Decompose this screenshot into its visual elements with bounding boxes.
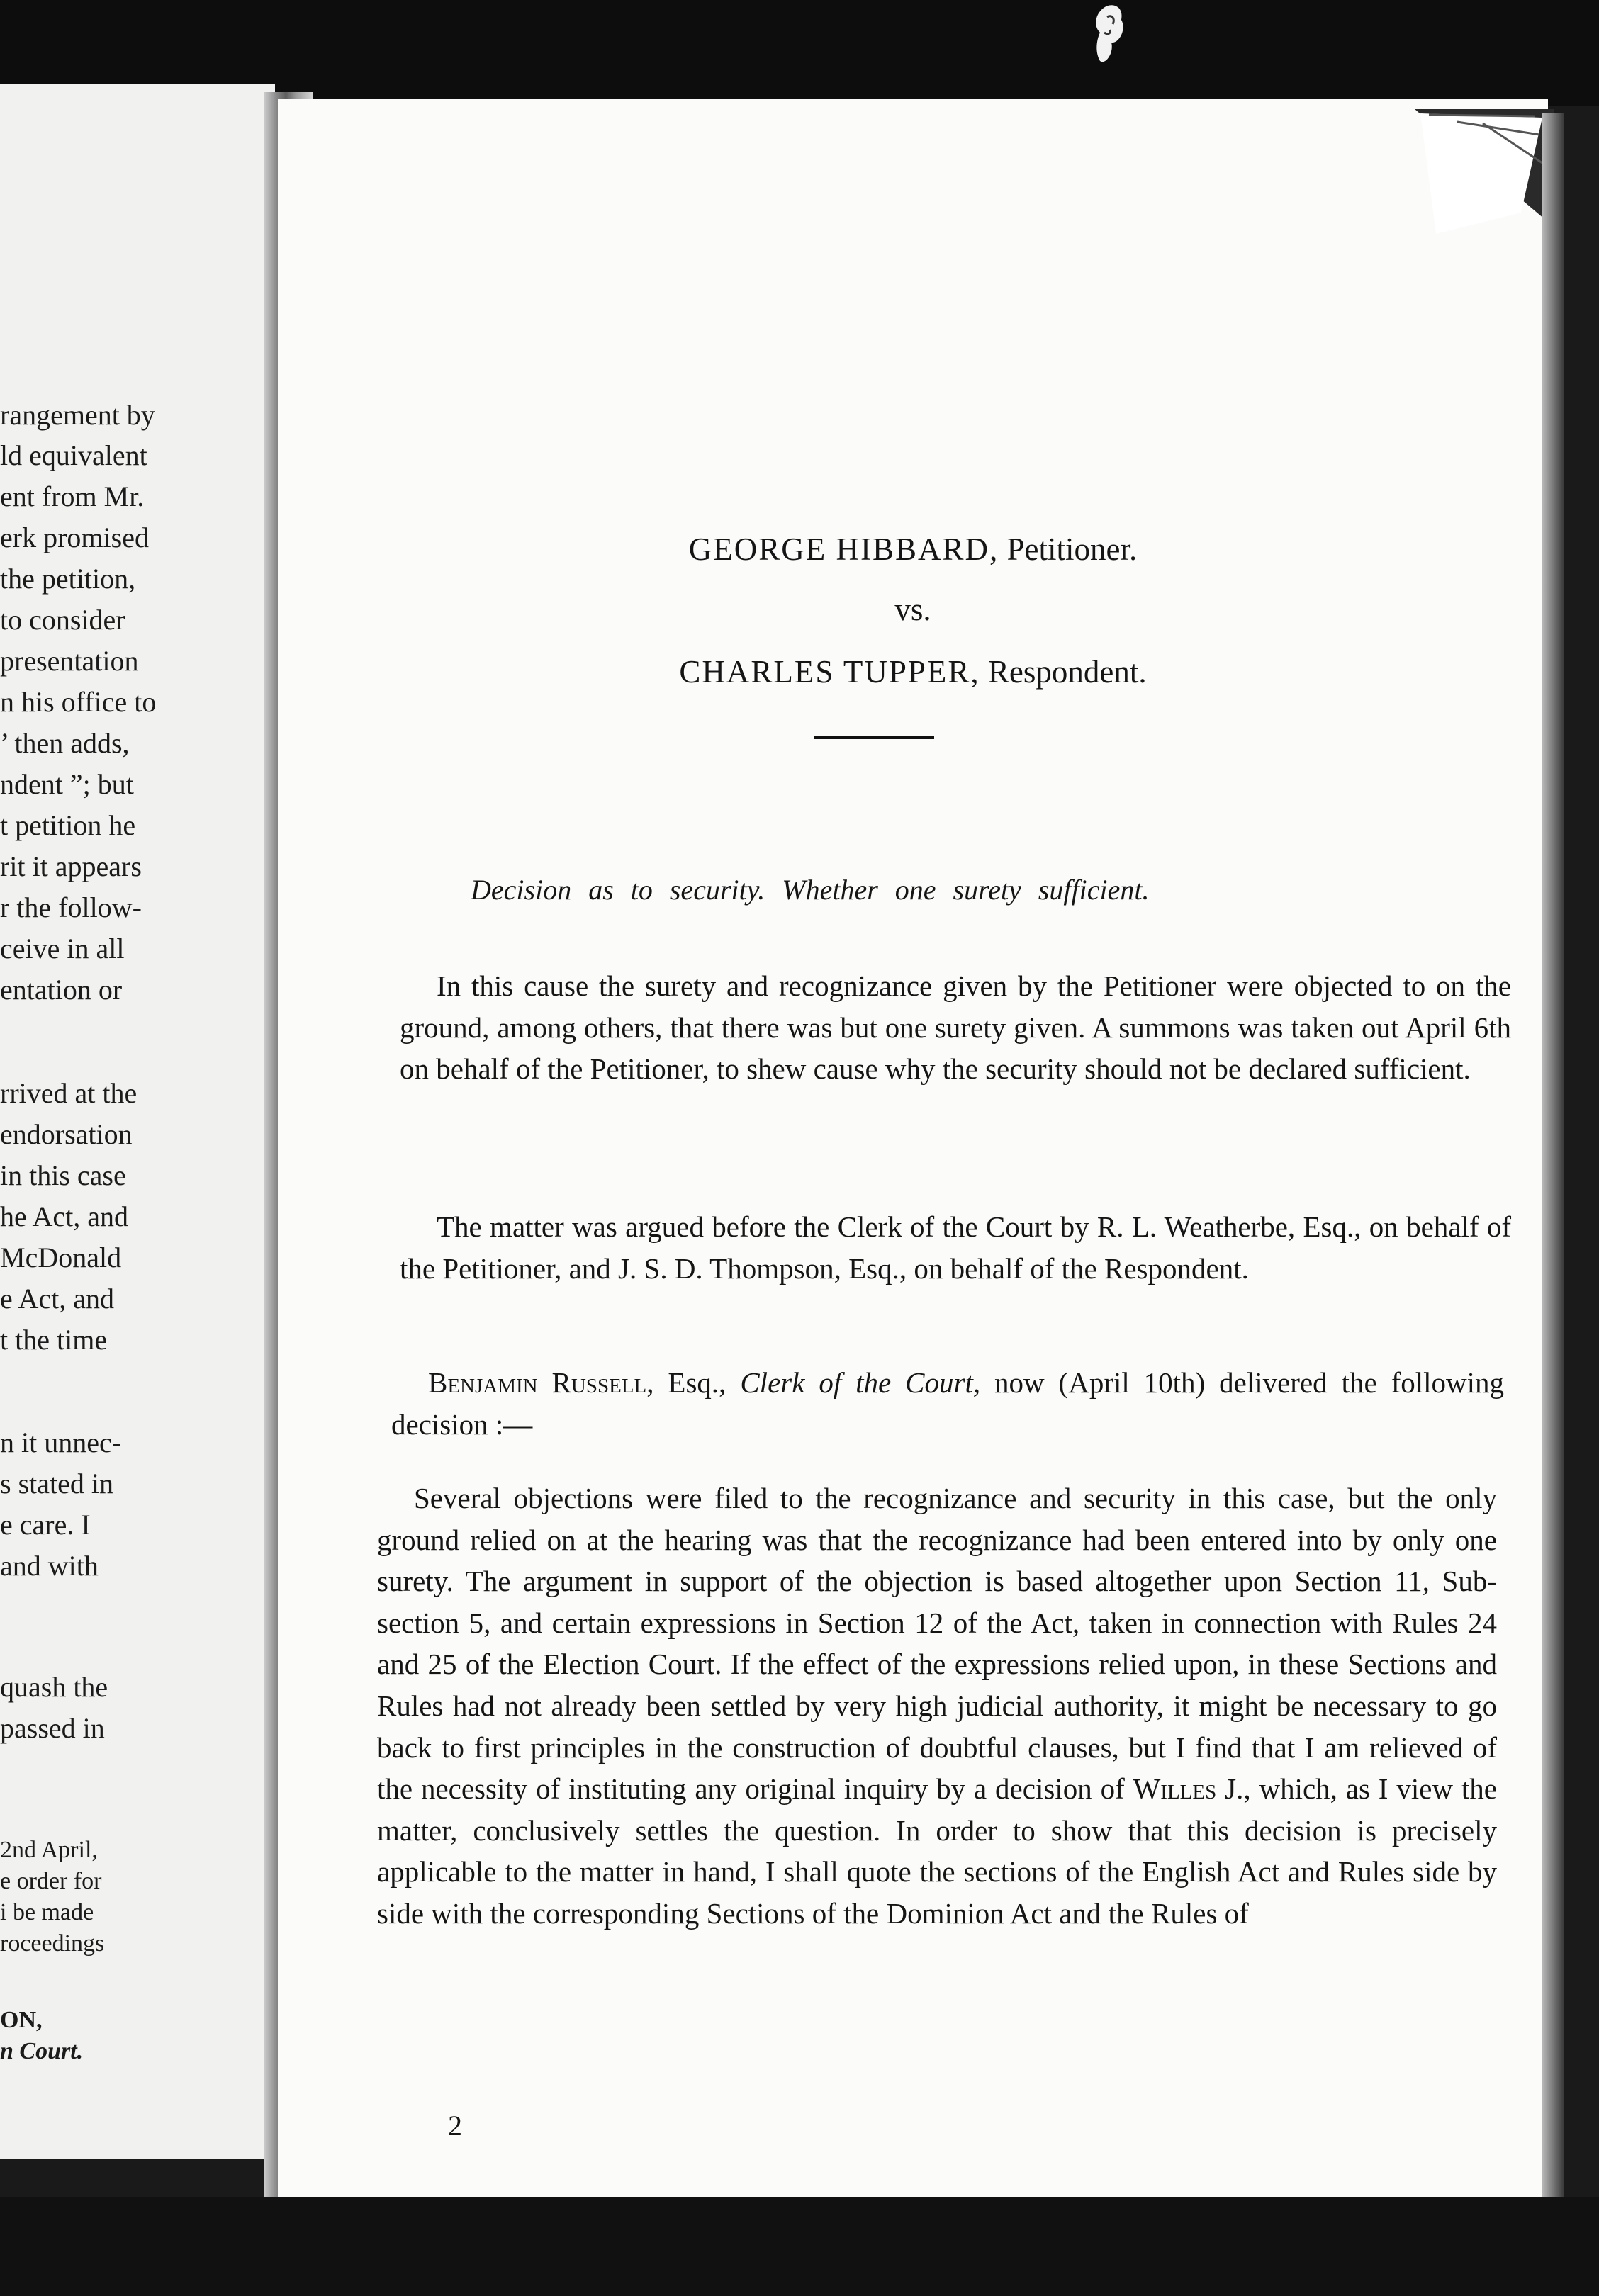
left-page-line: passed in xyxy=(0,1712,105,1744)
main-page xyxy=(278,99,1548,2211)
left-page-line: ld equivalent xyxy=(0,439,147,471)
decision-text-part1: Several objections were filed to the recognizance and security in this case, but the only ground relied on at the hearing was that the recognizance had been entered into by only one surety. The argument in support of the objection is based altogether upon Section 11, Sub-section 5, and certain expressions in Section 12 of the Act, taken in connection with Rules 24 and 25 of the Election Court. If the effect of the expressions relied upon, in these Sections and Rules had not already been settled by very high judicial authority, it might be necessary to go back to first principles in the construction of doubtful clauses, but I find that I am relieved of the necessity of instituting any original inquiry by a decision of xyxy=(377,1482,1497,1806)
left-page-line: McDonald xyxy=(0,1242,122,1273)
ink-smudge-mark xyxy=(1090,1,1133,67)
decision-text-part2: J., which, as I view the matter, conclusively settles the question. In order to show that this decision is precisely applicable to the matter in hand, I shall quote the sections of the English Act and Rules side by side with the corresponding Sections of the Dominion Act and the Rules of xyxy=(377,1772,1497,1930)
page-right-edge xyxy=(1542,113,1564,2211)
clerk-name: Benjamin Russell xyxy=(428,1366,647,1399)
facing-left-page xyxy=(0,84,275,2159)
left-page-line: ndent ”; but xyxy=(0,768,134,800)
left-page-line: in this case xyxy=(0,1159,126,1191)
left-page-line: quash the xyxy=(0,1671,108,1703)
versus-line xyxy=(278,588,1548,631)
respondent-line xyxy=(278,651,1548,693)
left-page-line: e Act, and xyxy=(0,1283,115,1315)
left-page-line: e order for xyxy=(0,1868,102,1894)
paragraph-clerk-intro xyxy=(391,1362,1504,1445)
left-page-line: presentation xyxy=(0,645,139,677)
left-page-line: the petition, xyxy=(0,563,136,595)
paragraph-decision xyxy=(377,1478,1497,1935)
left-page-line: t petition he xyxy=(0,809,136,841)
left-page-line: entation or xyxy=(0,974,123,1006)
paragraph-summons-text: In this cause the surety and recognizance given by the Petitioner were objected to on the ground, among others, that there was but one surety given. A summons was taken out April 6th on behalf of the Petitioner, to shew cause why the security should not be declared sufficient. xyxy=(400,969,1511,1086)
left-page-line: t the time xyxy=(0,1324,108,1356)
left-page-line: e care. I xyxy=(0,1509,91,1541)
title-divider-rule xyxy=(814,736,934,739)
left-page-line: roceedings xyxy=(0,1930,105,1957)
petitioner-name: GEORGE HIBBARD, xyxy=(688,531,999,567)
left-page-line: ’ then adds, xyxy=(0,727,130,759)
left-page-line: he Act, and xyxy=(0,1200,129,1232)
paragraph-summons xyxy=(400,965,1511,1090)
left-page-line: rangement by xyxy=(0,399,155,431)
petitioner-role: Petitioner. xyxy=(1006,531,1138,567)
left-page-line: ceive in all xyxy=(0,933,125,964)
left-page-line: erk promised xyxy=(0,522,149,553)
clerk-title: Clerk of the Court, xyxy=(740,1366,981,1399)
left-page-line: rit it appears xyxy=(0,850,142,882)
left-page-line: endorsation xyxy=(0,1118,133,1150)
scan-bottom-band xyxy=(0,2197,1599,2296)
left-page-line: and with xyxy=(0,1550,99,1582)
left-page-line: s stated in xyxy=(0,1468,113,1499)
petitioner-line xyxy=(278,528,1548,570)
versus-label: vs. xyxy=(894,592,931,627)
left-page-line: n Court. xyxy=(0,2038,84,2064)
left-page-line: r the follow- xyxy=(0,891,142,923)
left-page-line: ON, xyxy=(0,2007,43,2033)
left-page-line: 2nd April, xyxy=(0,1837,98,1863)
left-page-line: rrived at the xyxy=(0,1077,138,1109)
respondent-role: Respondent. xyxy=(987,654,1147,690)
clerk-suffix: , Esq., xyxy=(646,1366,741,1399)
left-page-line: i be made xyxy=(0,1899,94,1925)
respondent-name: CHARLES TUPPER, xyxy=(679,654,980,690)
judge-name: Willes xyxy=(1133,1772,1217,1806)
paragraph-argument xyxy=(400,1206,1511,1289)
left-page-line: n it unnec- xyxy=(0,1426,122,1458)
clerk-decision-text: now (April 10th) delivered the following decision :— xyxy=(391,1366,1505,1441)
left-page-line: n his office to xyxy=(0,686,157,718)
folded-page-corner xyxy=(1415,106,1554,234)
page-number: 2 xyxy=(448,2110,462,2142)
paragraph-argument-text: The matter was argued before the Clerk of the Court by R. L. Weatherbe, Esq., on behalf of the Petitioner, and J. S. D. Thompson, Esq., on behalf of the Respondent. xyxy=(400,1210,1511,1285)
decision-subheading: Decision as to security. Whether one surety sufficient. xyxy=(471,874,1150,906)
left-page-line: ent from Mr. xyxy=(0,480,145,512)
left-page-line: to consider xyxy=(0,604,125,636)
